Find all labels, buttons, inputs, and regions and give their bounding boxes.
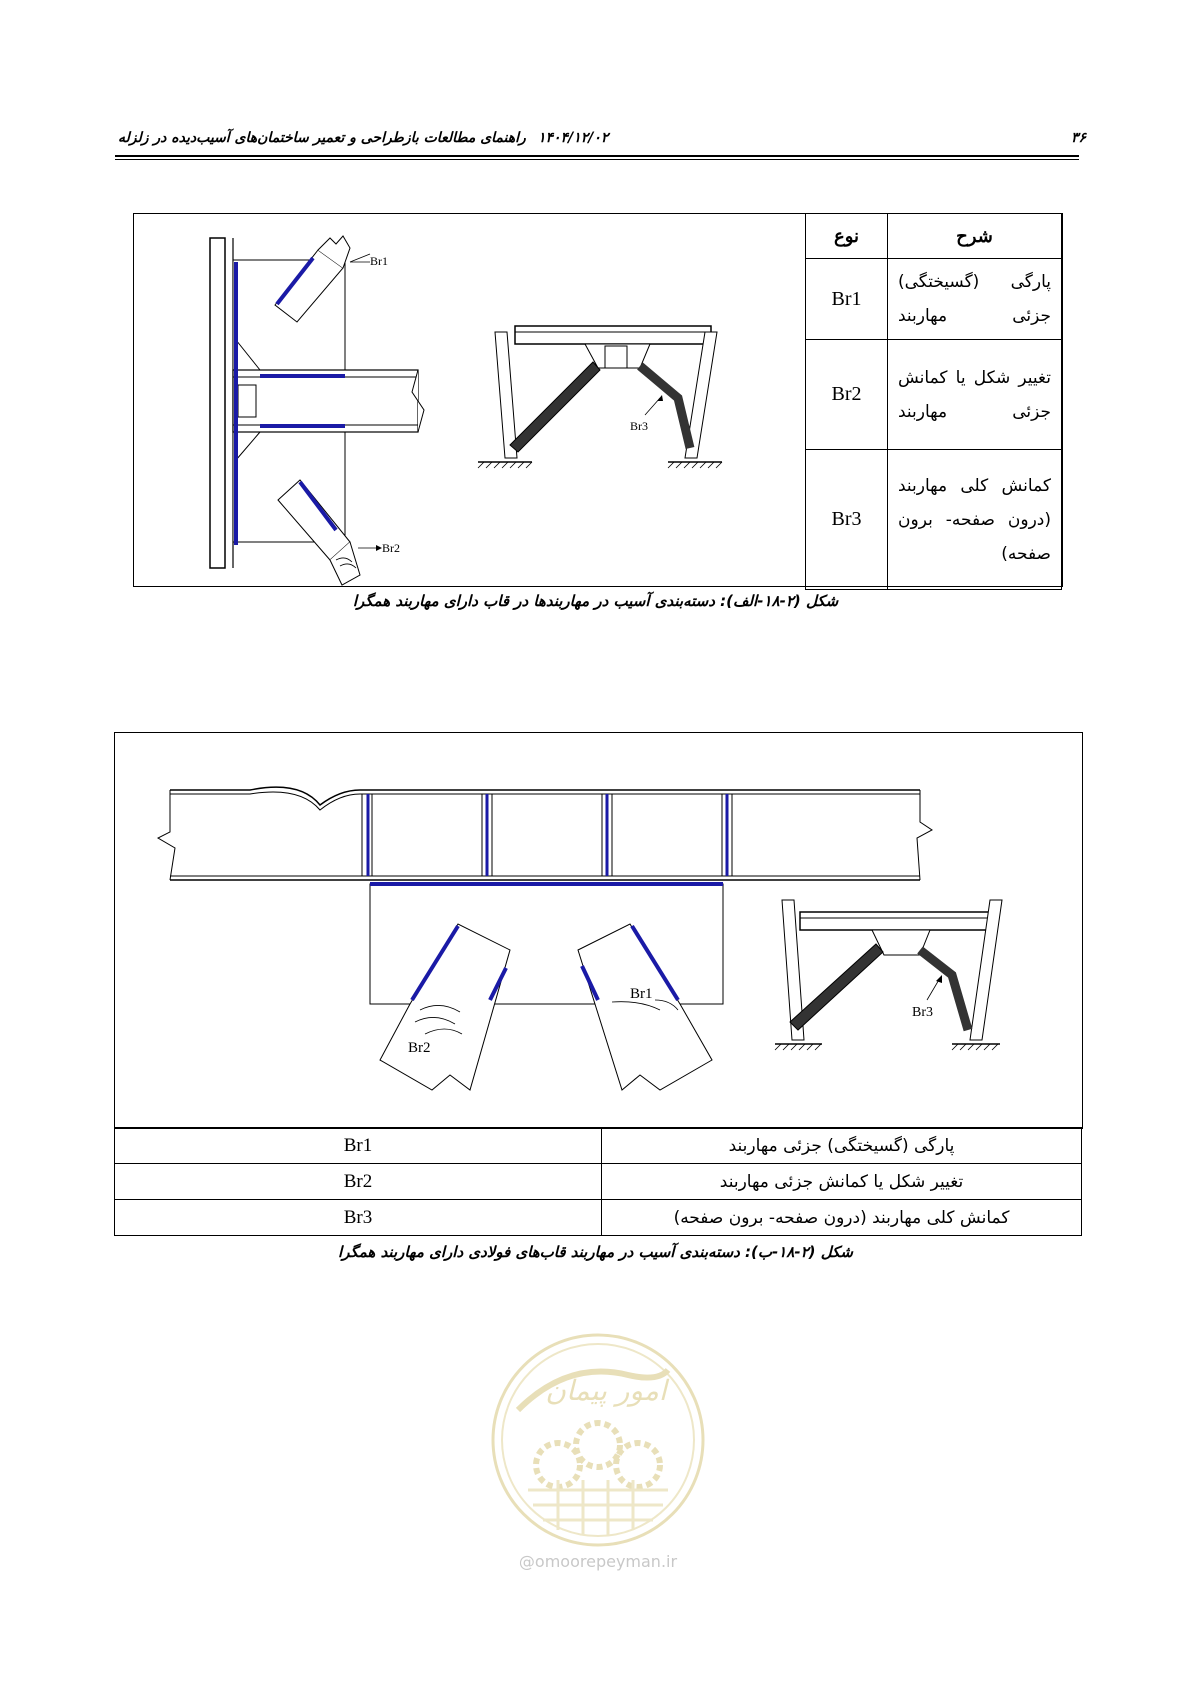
figure-b-damage-table bbox=[114, 1127, 1082, 1236]
figure-a-frame-sketch bbox=[465, 312, 725, 472]
figure-a-connection-detail bbox=[190, 220, 490, 592]
row-br2-code: Br2 bbox=[806, 340, 888, 450]
svg-text:امور پیمان: امور پیمان bbox=[545, 1374, 667, 1407]
col-type: نوع bbox=[806, 214, 888, 259]
figure-b-label-br1: Br1 bbox=[630, 986, 653, 1002]
header-title: راهنمای مطالعات بازطراحی و تعمیر ساختمان‌های آسیب‌دیده در زلزله bbox=[118, 130, 526, 146]
watermark-url: @omoorepeyman.ir bbox=[518, 1552, 678, 1571]
header-rule bbox=[115, 155, 1079, 157]
row-br3-description: کمانش کلی مهاربند (درون صفحه- برون صفحه) bbox=[602, 1200, 1082, 1236]
header-rule-thin bbox=[115, 159, 1079, 160]
header-date: ۱۴۰۴/۱۲/۰۲ bbox=[538, 130, 609, 146]
row-br2-code: Br2 bbox=[115, 1164, 602, 1200]
row-br1-code: Br1 bbox=[115, 1128, 602, 1164]
row-br1-description: پارگی (گسیختگی) جزئی مهاربند bbox=[888, 259, 1062, 340]
figure-b-caption: شکل (۲-۱۸-ب): دسته‌بندی آسیب در مهاربند قاب‌های فولادی دارای مهاربند همگرا bbox=[338, 1243, 853, 1261]
row-br3-code: Br3 bbox=[115, 1200, 602, 1236]
row-br3-code: Br3 bbox=[806, 450, 888, 590]
row-br2-description: تغییر شکل یا کمانش جزئی مهاربند bbox=[888, 340, 1062, 450]
page-number: ۳۶ bbox=[1070, 130, 1086, 146]
figure-b-label-br3: Br3 bbox=[912, 1005, 933, 1020]
figure-a-label-br3: Br3 bbox=[630, 419, 648, 433]
figure-b-connection-detail bbox=[150, 770, 933, 1150]
figure-a-damage-table bbox=[805, 213, 1062, 590]
figure-a-label-br2: Br2 bbox=[382, 541, 400, 555]
row-br3-description: کمانش کلی مهاربند (درون صفحه- برون صفحه) bbox=[888, 450, 1062, 590]
row-br2-description: تغییر شکل یا کمانش جزئی مهاربند bbox=[602, 1164, 1082, 1200]
col-description: شرح bbox=[888, 214, 1062, 259]
row-br1-description: پارگی (گسیختگی) جزئی مهاربند bbox=[602, 1128, 1082, 1164]
figure-a-label-br1: Br1 bbox=[370, 254, 388, 268]
figure-a-caption: شکل (۲-۱۸-الف): دسته‌بندی آسیب در مهاربندها در قاب دارای مهاربند همگرا bbox=[352, 592, 839, 610]
figure-b-label-br2: Br2 bbox=[408, 1040, 431, 1056]
row-br1-code: Br1 bbox=[806, 259, 888, 340]
watermark-logo bbox=[488, 1330, 708, 1550]
